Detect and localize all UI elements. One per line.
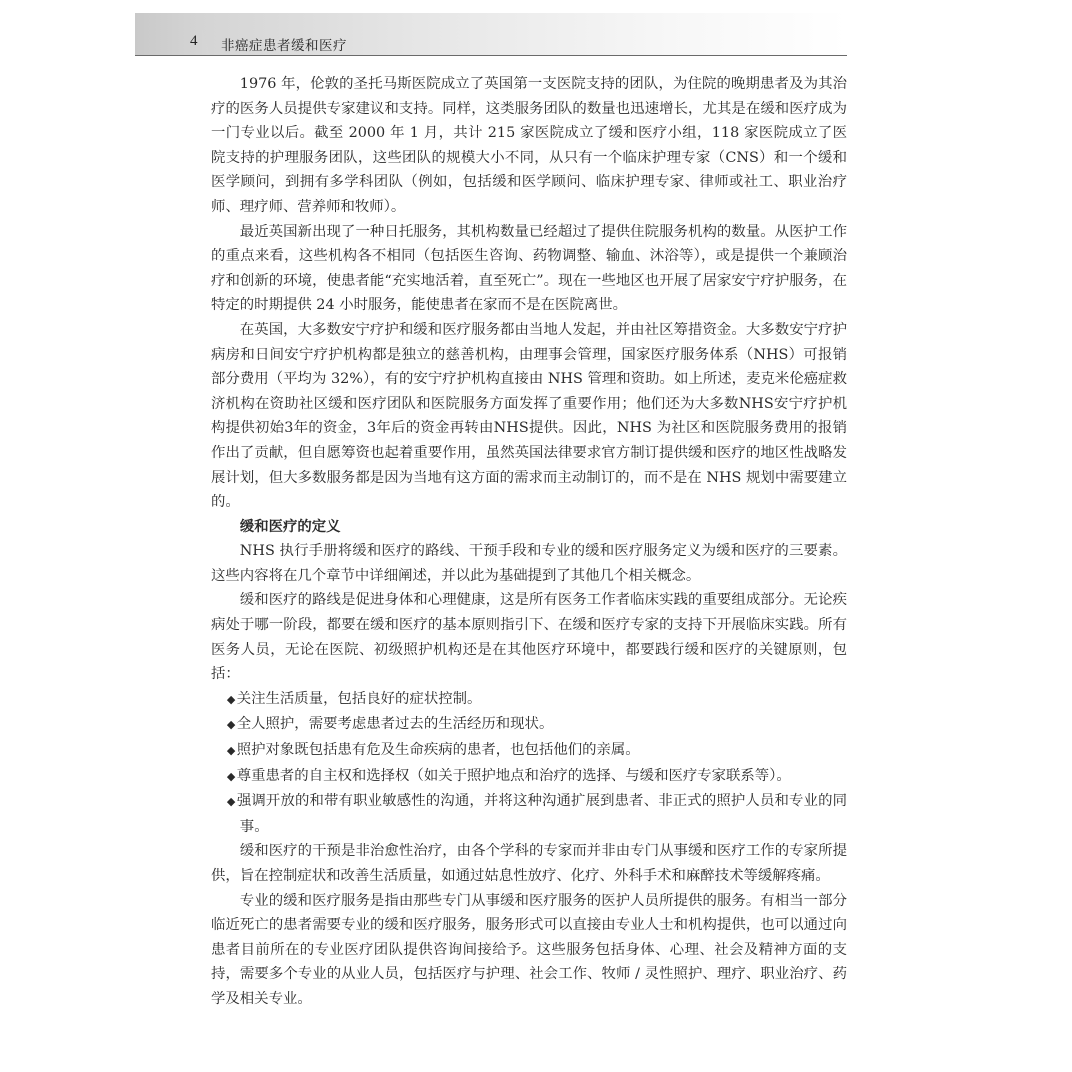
header-rule [135,55,847,56]
bullet-icon: ◆ [226,692,236,706]
page-number-tab [135,13,210,55]
bullet-icon: ◆ [226,769,236,783]
list-item [211,789,847,839]
paragraph: 专业的缓和医疗服务是指由那些专门从事缓和医疗服务的医护人员所提供的服务。有相当一部分临近死亡的患者需要专业的缓和医疗服务，服务形式可以直接由专业人士和机构提供，也可以通过向患者目前所在的专业医疗团队提供咨询间接给予。这些服务包括身体、心理、社会及精神方面的支持，需要多个专业的从业人员，包括医疗与护理、社会工作、牧师 / 灵性照护、理疗、职业治疗、药学及相关专业。 [211,892,847,1007]
list-item [211,764,847,790]
paragraph: NHS 执行手册将缓和医疗的路线、干预手段和专业的缓和医疗服务定义为缓和医疗的三要素。这些内容将在几个章节中详细阐述，并以此为基础提到了其他几个相关概念。 [211,543,847,584]
list-item [211,712,847,738]
paragraph: 1976 年，伦敦的圣托马斯医院成立了英国第一支医院支持的团队，为住院的晚期患者及为其治疗的医务人员提供专家建议和支持。同样，这类服务团队的数量也迅速增长，尤其是在缓和医疗成为一门专业以后。截至 2000 年 1 月，共计 215 家医院成立了缓和医疗小组，118 家医院成立了医院支持的护理服务团队，这些团队的规模大小不同，从只有一个临床护理专家（CNS）和一个缓和医学顾问，到拥有多学科团队（例如，包括缓和医学顾问、临床护理专家、律师或社工、职业治疗师、理疗师、营养师和牧师）。 [211,76,847,215]
list-item-text: 关注生活质量，包括良好的症状控制。 [236,690,482,707]
list-item [211,738,847,764]
page-number: 4 [190,33,198,49]
list-item-text: 全人照护，需要考虑患者过去的生活经历和现状。 [236,716,554,733]
paragraph: 缓和医疗的路线是促进身体和心理健康，这是所有医务工作者临床实践的重要组成部分。无论疾病处于哪一阶段，都要在缓和医疗的基本原则指引下、在缓和医疗专家的支持下开展临床实践。所有医务人员，无论在医院、初级照护机构还是在其他医疗环境中，都要践行缓和医疗的关键原则，包括： [211,592,847,683]
paragraph: 缓和医疗的干预是非治愈性治疗，由各个学科的专家而并非由专门从事缓和医疗工作的专家所提供，旨在控制症状和改善生活质量，如通过姑息性放疗、化疗、外科手术和麻醉技术等缓解疼痛。 [211,843,847,884]
page-body [211,72,847,1012]
paragraph: 最近英国新出现了一种日托服务，其机构数量已经超过了提供住院服务机构的数量。从医护工作的重点来看，这些机构各不相同（包括医生咨询、药物调整、输血、沐浴等），或是提供一个兼顾治疗和创新的环境，使患者能“充实地活着，直至死亡”。现在一些地区也开展了居家安宁疗护服务，在特定的时期提供 24 小时服务，能使患者在家而不是在医院离世。 [211,223,847,314]
bullet-icon: ◆ [226,744,236,758]
running-title: 非癌症患者缓和医疗 [221,38,347,54]
bullet-icon: ◆ [226,718,236,732]
list-item-text: 强调开放的和带有职业敏感性的沟通，并将这种沟通扩展到患者、非正式的照护人员和专业的同事。 [236,793,847,835]
section-heading: 缓和医疗的定义 [239,518,341,535]
principles-list [211,687,847,840]
paragraph: 在英国，大多数安宁疗护和缓和医疗服务都由当地人发起，并由社区筹措资金。大多数安宁疗护病房和日间安宁疗护机构都是独立的慈善机构，由理事会管理，国家医疗服务体系（NHS）可报销部分费用（平均为 32%），有的安宁疗护机构直接由 NHS 管理和资助。如上所述，麦克米伦癌症救济机构在资助社区缓和医疗团队和医院服务方面发挥了重要作用；他们还为大多数NHS安宁疗护机构提供初始3年的资金，3年后的资金再转由NHS提供。因此，NHS 为社区和医院服务费用的报销作出了贡献，但自愿筹资也起着重要作用，虽然英国法律要求官方制订提供缓和医疗的地区性战略发展计划，但大多数服务都是因为当地有这方面的需求而主动制订的，而不是在 NHS 规划中需要建立的。 [211,321,847,511]
list-item-text: 尊重患者的自主权和选择权（如关于照护地点和治疗的选择、与缓和医疗专家联系等）。 [236,767,791,784]
list-item-text: 照护对象既包括患有危及生命疾病的患者，也包括他们的亲属。 [236,742,640,759]
bullet-icon: ◆ [226,795,236,809]
list-item [211,687,847,713]
